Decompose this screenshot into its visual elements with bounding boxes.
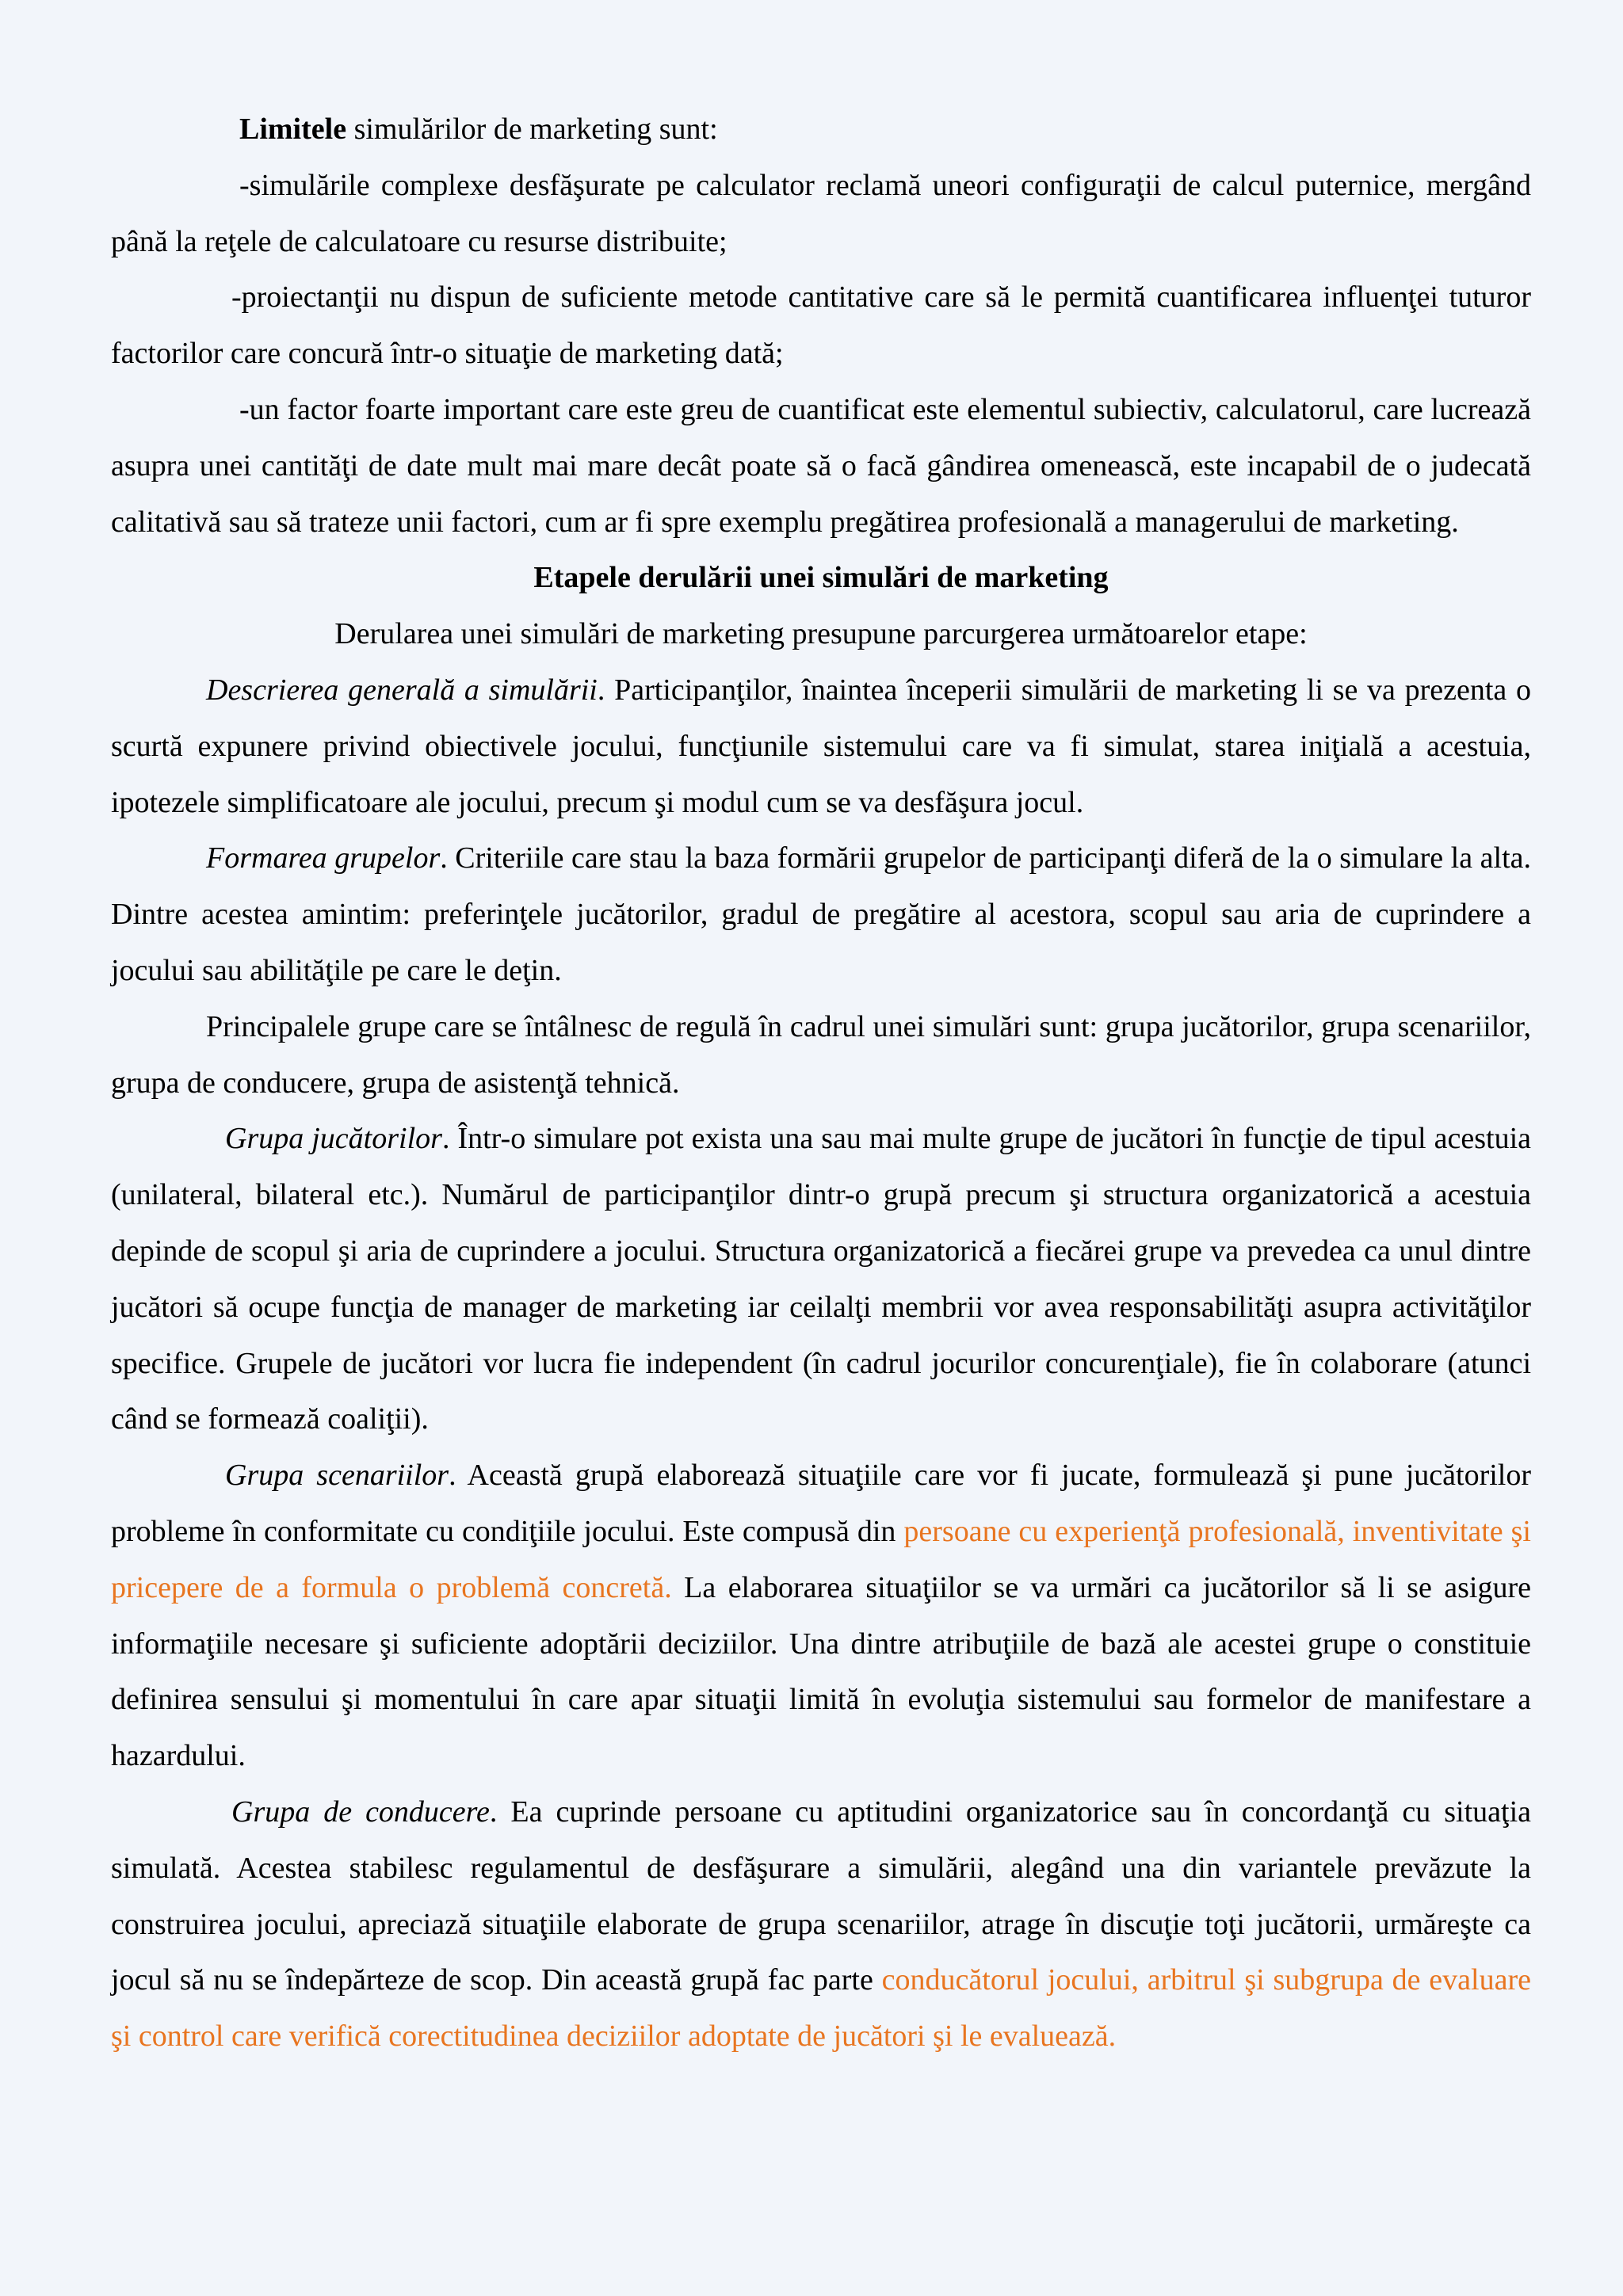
paragraph-scenarii-title: Grupa scenariilor: [225, 1459, 449, 1493]
paragraph-descriere-title: Descrierea generală a simulării: [206, 673, 598, 707]
paragraph-principalele: Principalele grupe care se întâlnesc de regulă în cadrul unei simulări sunt: grupa jucătorilor, grupa scenariilor, grupa de conducere, grupa de asistenţă tehnică.: [111, 1009, 1531, 1100]
paragraph-scenarii-text-before: . Această grupă elaborează situaţiile care vor fi jucate, formulează şi pune jucătorilor probleme în conformitate cu condiţiile jocului. Este compusă din: [111, 1459, 1531, 1548]
limits-item-3: -un factor foarte important care este greu de cuantificat este elementul subiectiv, calculatorul, care lucrează asupra unei cantităţi de date mult mai mare decât poate să o facă gândirea omenească, este incapabil de o judecată calitativă sau să trateze unii factori, cum ar fi spre exemplu pregătirea profesională a managerului de marketing.: [111, 392, 1531, 539]
paragraph-descriere-text: . Participanţilor, înaintea începerii simulării de marketing li se va prezenta o scurtă expunere privind obiectivele jocului, funcţiunile sistemului care va fi simulat, starea iniţială a acestuia, ipotezele simplificatoare ale jocului, precum şi modul cum se va desfăşura jocul.: [111, 673, 1531, 819]
paragraph-conducere-text: . Ea cuprinde persoane cu aptitudini organizatorice sau în concordanţă cu situaţia simulată. Acestea stabilesc regulamentul de desfăşurare a simulării, alegând una din variantele prevăzute la construirea jocului, apreciază situaţiile elaborate de grupa scenariilor, atrage în discuţie toţi jucătorii, urmăreşte ca jocul să nu se îndepărteze de scop. Din această grupă fac parte: [111, 1794, 1531, 1997]
paragraph-jucatori-title: Grupa jucătorilor: [225, 1122, 442, 1156]
paragraph-conducere: [111, 1784, 1531, 2065]
limits-intro-text: simulărilor de marketing sunt:: [346, 113, 718, 146]
section-heading: Etapele derulării unei simulări de marketing: [533, 561, 1109, 595]
paragraph-formarea-text: . Criteriile care stau la baza formării grupelor de participanţi diferă de la o simulare la alta. Dintre acestea amintim: preferinţele jucătorilor, gradul de pregătire al acestora, scopul sau aria de cuprindere a jocului sau abilităţile pe care le deţin.: [111, 841, 1532, 987]
limits-intro-bold: Limitele: [239, 113, 347, 146]
paragraph-scenarii: [111, 1447, 1531, 1784]
paragraph-conducere-highlight: conducătorul jocului, arbitrul şi subgrupa de evaluare şi control care verifică corectitudinea deciziilor adoptate de jucători şi le evaluează.: [111, 1963, 1531, 2054]
paragraph-descriere: [111, 662, 1531, 830]
limits-intro: [111, 101, 1531, 158]
paragraph-scenarii-text-after: La elaborarea situaţiilor se va urmări ca jucătorilor să li se asigure informaţiile necesare şi suficiente adoptării deciziilor. Una dintre atribuţiile de bază ale acestei grupe o constituie definirea sensului şi momentului în care apar situaţii limită în evoluţia sistemului sau formelor de manifestare a hazardului.: [111, 1570, 1531, 1773]
paragraph-formarea: [111, 830, 1531, 998]
paragraph-jucatori: [111, 1111, 1531, 1447]
paragraph-scenarii-highlight: persoane cu experienţă profesională, inventivitate şi pricepere de a formula o problemă concretă.: [111, 1514, 1531, 1604]
paragraph-jucatori-text: . Într-o simulare pot exista una sau mai multe grupe de jucători în funcţie de tipul acestuia (unilateral, bilateral etc.). Numărul de participanţilor dintr-o grupă precum şi structura organizatorică a acestuia depinde de scopul şi aria de cuprindere a jocului. Structura organizatorică a fiecărei grupe va prevedea ca unul dintre jucători să ocupe funcţia de manager de marketing iar ceilalţi membrii vor avea responsabilităţi asupra activităţilor specifice. Grupele de jucători vor lucra fie independent (în cadrul jocurilor concurenţiale), fie în colaborare (atunci când se formează coaliţii).: [111, 1122, 1532, 1436]
paragraph-conducere-title: Grupa de conducere: [231, 1794, 490, 1829]
paragraph-formarea-title: Formarea grupelor: [206, 841, 441, 875]
limits-item-2: -proiectanţii nu dispun de suficiente metode cantitative care să le permită cuantificarea influenţei tuturor factorilor care concură într-o situaţie de marketing dată;: [111, 280, 1531, 371]
document-body: [111, 101, 1531, 2065]
limits-item-1: -simulările complexe desfăşurate pe calculator reclamă uneori configuraţii de calcul puternice, mergând până la reţele de calculatoare cu resurse distribuite;: [111, 168, 1531, 258]
section-subheading: Derularea unei simulări de marketing presupune parcurgerea următoarelor etape:: [334, 617, 1308, 651]
